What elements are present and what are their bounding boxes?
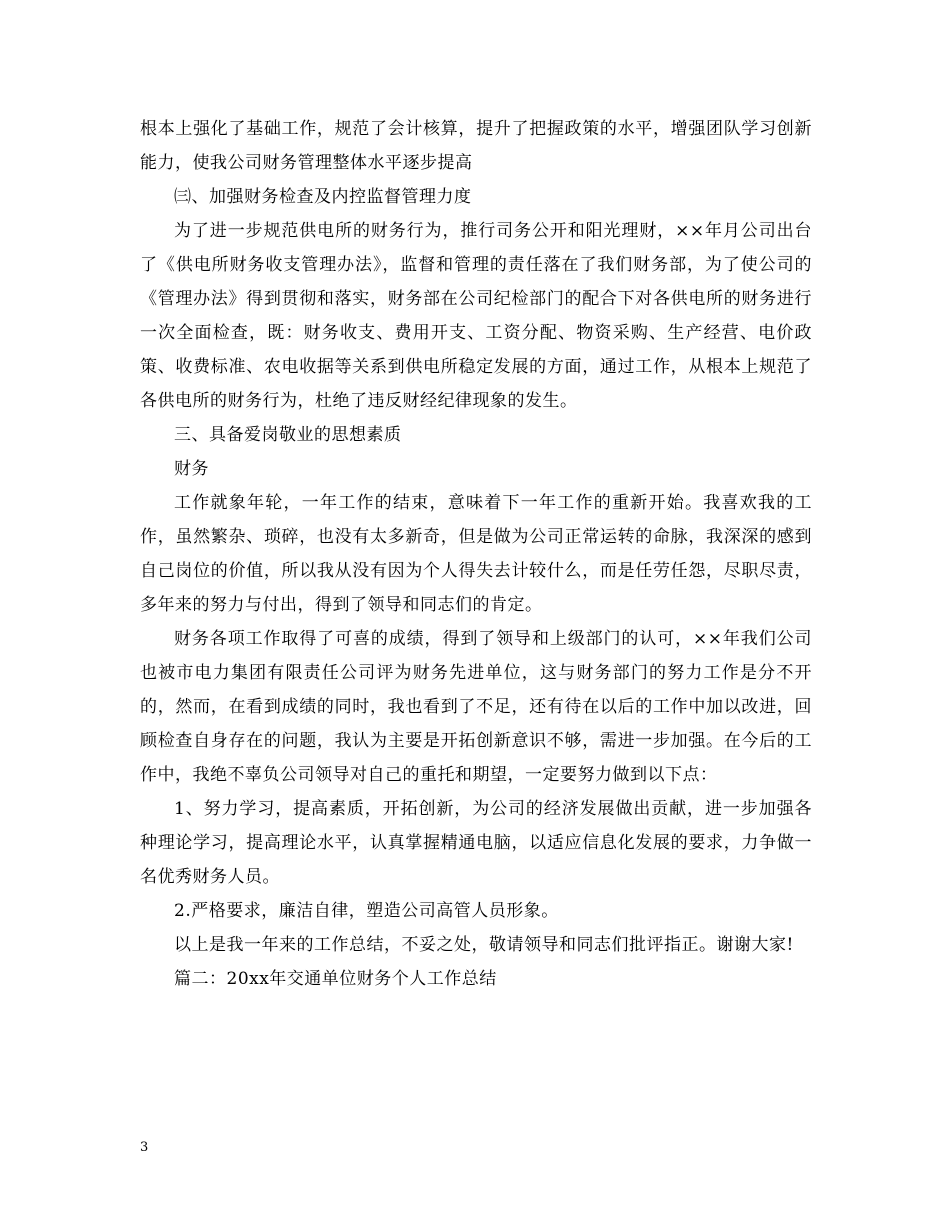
page-number: 3 bbox=[140, 1140, 149, 1155]
paragraph-achievements: 财务各项工作取得了可喜的成绩，得到了领导和上级部门的认可，××年我们公司也被市电力集团有限责任公司评为财务先进单位，这与财务部门的努力工作是分不开的，然而，在看到成绩的同时，我也看到了不足，还有待在以后的工作中加以改进，回顾检查自身存在的问题，我认为主要是开拓创新意识不够，需进一步加强。在今后的工作中，我绝不辜负公司领导对自己的重托和期望，一定要努力做到以下点： bbox=[140, 629, 812, 785]
paragraph-work-annual-rings: 工作就象年轮，一年工作的结束，意味着下一年工作的重新开始。我喜欢我的工作，虽然繁杂、琐碎，也没有太多新奇，但是做为公司正常运转的命脉，我深深的感到自己岗位的价值，所以我从没有因为个人得失去计较什么，而是任劳任怨，尽职尽责，多年来的努力与付出，得到了领导和同志们的肯定。 bbox=[140, 493, 812, 615]
section-heading-inspection: ㈢、加强财务检查及内控监督管理力度 bbox=[174, 187, 472, 207]
next-article-title: 篇二：20xx年交通单位财务个人工作总结 bbox=[174, 969, 497, 989]
paragraph-inspection: 为了进一步规范供电所的财务行为，推行司务公开和阳光理财，××年月公司出台了《供电所财务收支管理办法》，监督和管理的责任落在了我们财务部，为了使公司的《管理办法》得到贯彻和落实，财务部在公司纪检部门的配合下对各供电所的财务进行一次全面检查，既：财务收支、费用开支、工资分配、物资采购、生产经营、电价政策、收费标准、农电收据等关系到供电所稳定发展的方面，通过工作，从根本上规范了各供电所的财务行为，杜绝了违反财经纪律现象的发生。 bbox=[140, 221, 812, 411]
list-item-2: 2.严格要求，廉洁自律，塑造公司高管人员形象。 bbox=[174, 901, 559, 921]
paragraph-continuation: 根本上强化了基础工作，规范了会计核算，提升了把握政策的水平，增强团队学习创新能力，使我公司财务管理整体水平逐步提高 bbox=[140, 119, 812, 173]
document-body bbox=[140, 112, 812, 996]
paragraph-finance-label: 财务 bbox=[174, 459, 209, 479]
list-item-1: 1、努力学习，提高素质，开拓创新，为公司的经济发展做出贡献，进一步加强各种理论学习，提高理论水平，认真掌握精通电脑，以适应信息化发展的要求，力争做一名优秀财务人员。 bbox=[140, 799, 812, 887]
paragraph-closing: 以上是我一年来的工作总结，不妥之处，敬请领导和同志们批评指正。谢谢大家! bbox=[174, 935, 794, 955]
section-heading-dedication: 三、具备爱岗敬业的思想素质 bbox=[174, 425, 402, 445]
